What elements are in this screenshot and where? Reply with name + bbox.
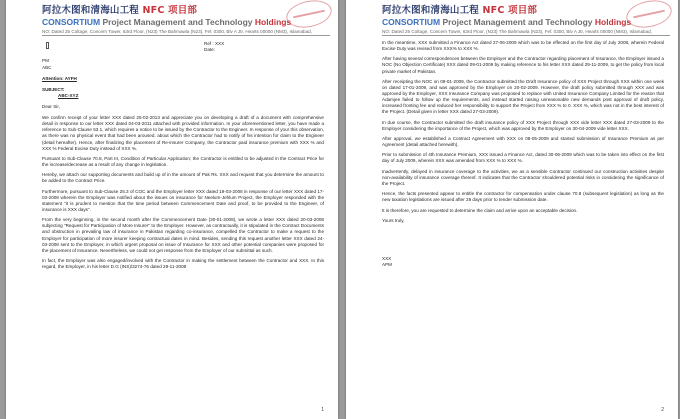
salutation: Dear Sir, <box>42 104 60 110</box>
letterhead-consortium: CONSORTIUM <box>382 17 441 27</box>
document-page-2 <box>346 0 678 419</box>
paragraph: In due course, the Contractor submitted the draft insurance policy of XXX Project through XXX vide letter XXX dated 27-03-2009 to the Employer considering the importance of the Project, which was approved by the Employer on 30-04-2009 vide letter XXX. <box>382 119 664 131</box>
document-page-1 <box>6 0 338 419</box>
page-number: 1 <box>321 407 324 413</box>
signature-block <box>382 256 664 268</box>
paragraph: It is therefore, you are requested to determine the claim and arrive upon an acceptable decision. <box>382 207 578 213</box>
letterhead-holdings: Holdings <box>592 17 632 27</box>
letterhead-brand: NFC 项目部 <box>142 5 198 16</box>
attention-line: Attention: AYFH <box>42 75 77 81</box>
letter-body-page-1 <box>42 41 324 274</box>
paragraph: We confirm receipt of your letter XXX dated 25-02-2013 and appreciate you on developing a draft of a document with comprehensive detail in response to our letter XXX dated 04-03-2011 attached with provided information. In your aforementioned letter, you have made a reference to Sub-Clause 53.1, which requires a notice to be issued by the Contractor to the Engineer. In response of your this observation, as there was no physical event that had been aroused, about which the Contractor had to notify of his intention for claim to the Engineer (detail hereafter). Hence, after finalizing the placement of Re-insurer Company, the Contractor paid insurance premium with XXX % and XXX % Federal Excise Duty instead of XXX %. <box>42 115 324 151</box>
paragraph: In the meantime, XXX submitted a Finance Act dated 27-06-2009 which was to be effected on the first day of July 2008, wherein Federal Excise Duty was revised from XXX% to XXX %. <box>382 40 664 52</box>
subject-label: SUBJECT: <box>42 86 65 92</box>
recipient-address <box>42 58 324 70</box>
signature-name: XXX <box>382 255 392 261</box>
recipient-line-1: PM <box>42 58 49 64</box>
paragraph: Hereby, we attach our supporting documents and build up of in the amount of Pak Rs. XXX and request that you determine the amount to be added to the Contract Price. <box>42 172 324 184</box>
letterhead-address: NO: Dated 25 Coltage, Concern Tower, 63rd Floor, (N23) The Bahmawla (N23), Fel: 0300, Blv A Jtr, Hearts 00000 (NM3), Islamabad, <box>382 29 670 36</box>
paragraph: After having several correspondences between the Employer and the Contractor regarding placement of Insurance, the Employer issued a NOC (No Objection Certificate) XXX dated 09-01-2009 by making reference to his letter XXX dated 29-11-2009, to get the policy from local private market of Pakistan. <box>382 56 664 74</box>
letterhead-chinese-name: 阿拉木图和清海山工程 <box>42 5 143 16</box>
page-number: 2 <box>661 407 664 413</box>
letterhead-pmt: Project Management and Technology <box>440 17 593 27</box>
closing: Yours truly, <box>382 217 405 223</box>
paragraph: Prior to submission of 4th Insurance Premium, XXX issued a Finance Act, dated 30-06-2009 which was to be taken into effect on the first day of July 2009, wherein XXX was amended from XXX % to XXX %. <box>382 152 664 164</box>
letterhead-brand: NFC 项目部 <box>482 5 538 16</box>
paragraph: Pursuant to Sub-Clause 70.8, Part III, Condition of Particular Application; the Contractor is entitled to be adjusted in the Contract Price for the increase/decrease as a result of any change in legislation. <box>42 155 324 168</box>
letterhead-pmt: Project Management and Technology <box>100 17 253 27</box>
subject-value: ABC-XYZ <box>58 93 79 98</box>
letterhead-address: NO: Dated 25 Coltage, Concern Tower, 63rd Floor, (N23) The Bahmawla (N23), Fel: 0300, Blv A Jtr, Hearts 00000 (NM3), Islamabad, <box>42 29 330 36</box>
paragraph: From the very beginning, in the second month after the Commencement Date (30-01-2008), we wrote a letter XXX dated 20-03-2008 subjecting "Request for Participation of More Insurer" to the Employer. However, as contractually, it is stipulated in the Contract Documents and obstruction in prevailing law of insurance in Pakistan regarding co-insurance, compelled the Contractor to make a request to the Employer for participation of more insurer keeping contractual dates in mind. Besides, sending this request another letter XXX dated 24-03-2008 sent to the Employer, in which urgent proposal on issue of Insurance for XXX and other potential companies were proposed for the placement of Insurance. Nevertheless, we could not get response from the Employer of our submittal as such. <box>42 217 324 253</box>
paragraph: Inadvertently, delayed in insurance coverage to the activities, we as a sensible Contractor continued our construction activities despite non-availability of insurance coverage thereof. It indicates that the Contractor shouldered potential risks in considering the significance of the Project. <box>382 168 664 186</box>
letterhead-chinese-name: 阿拉木图和清海山工程 <box>382 5 483 16</box>
paragraph: After receipting the NOC on 09-01-2009, the Contractor submitted the Draft Insurance policy of XXX Project through XXX within one week on dated 17-01-2009, and was approved by the Employer on 20-02-2009. However, the draft policy submitted through XXX and was approved by the Employer, XXX Insurance Company was proposed to replace with United Insurance Company Limited for the reason that Adamjee failed to follow up the requirements, and instead started raising unreasonable new demands post approval of draft policy, increased fronting fee and reduced her responsibility to support the Project from XXX % to 0. XXX %, which was not in the best interest of the Project. (Detail given in letter XXX dated 27-03-2009). <box>382 78 664 115</box>
paragraph: After approval, we established a Contract Agreement with XXX on 08-05-2009 and started submission of Insurance Premium as per Agreement (detail attached herewith). <box>382 135 664 148</box>
letter-body-page-2 <box>382 40 664 268</box>
paragraph: Hence, the facts presented appear to entitle the contractor for compensation under clause 70.8 (subsequent legislation) as long as the new taxation legislations are issued after 28 days prior to tender submission date. <box>382 191 664 203</box>
paragraph: In fact, the Employer was also engaged/involved with the Contractor in making the settlement between the Contractor and XXX. In this regard, the Employer, in his letter D.G (INS)/3274-76 dated 29-11-2008 <box>42 258 324 270</box>
signature-title: APM <box>382 262 392 268</box>
letterhead-consortium: CONSORTIUM <box>42 17 101 27</box>
letterhead-holdings: Holdings <box>252 17 292 27</box>
ref-date: Date: <box>204 47 215 53</box>
reference-block <box>204 41 324 53</box>
ref-number: Ref : XXX <box>204 41 225 46</box>
recipient-line-2: ABC <box>42 64 52 70</box>
paragraph: Furthermore, pursuant to Sub-Clause 25.3 of COC and the Employer letter XXX dated 19-03-2008 in response of our letter XXX dated 17-03-2008 wherein the Employer was notified about the issues on insurance for Neelum-Jehlum Project, the Employer responded with the statement "it is prudent to mention that the time period between Commencement Date and proof, to be provided to the Engineer, of insurance is XXX days". <box>42 188 324 212</box>
